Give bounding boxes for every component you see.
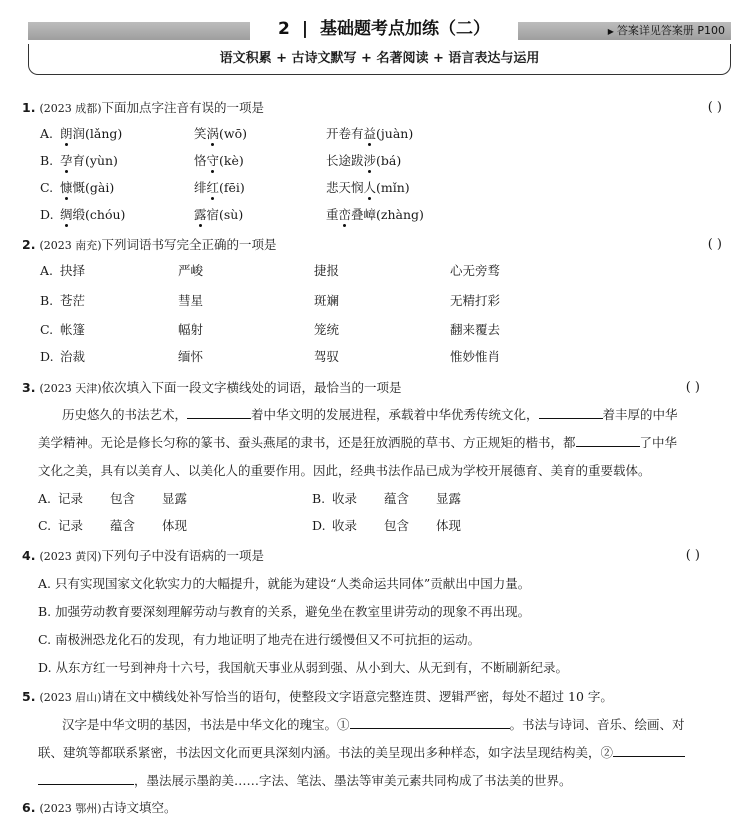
item-text: 宿(sù) — [206, 207, 244, 222]
option-item — [194, 151, 244, 171]
q1-option-a — [40, 124, 720, 144]
question-text: 请在文中横线处补写恰当的语句，使整段文字语意完整连贯、逻辑严密，每处不超过 10 字。 — [101, 689, 613, 704]
item-text: 润 — [72, 126, 86, 141]
option-word: 斑斓 — [314, 293, 340, 308]
option-item — [326, 151, 401, 171]
answer-paren: ( ) — [685, 548, 700, 563]
option-letter: C. — [40, 322, 54, 337]
dotted-char: 益 — [364, 124, 377, 144]
option-letter: B. — [40, 293, 54, 308]
q2-option-a — [40, 261, 720, 281]
option-item — [60, 151, 118, 171]
option-item — [60, 178, 114, 198]
item-pinyin: (mǐn) — [376, 180, 410, 195]
question-source: (2023 黄冈) — [39, 550, 102, 563]
item-text: 悲天悯 — [326, 180, 364, 195]
option-word: 苍茫 — [60, 293, 86, 308]
option-word: 治裁 — [60, 349, 86, 364]
option-item — [326, 178, 410, 198]
option-word: 显露 — [162, 491, 188, 506]
q4-option-c: C. 南极洲恐龙化石的发现，有力地证明了地壳在进行缓慢但又不可抗拒的运动。 — [38, 632, 481, 647]
option-letter: D. — [40, 349, 54, 364]
option-word: 抉择 — [60, 263, 86, 278]
passage-text: 美学精神。无论是修长匀称的篆书、蚕头燕尾的隶书，还是狂放洒脱的草书、方正规矩的楷书，都 — [38, 435, 576, 450]
passage-text: 着中华文明的发展进程，承载着中华优秀传统文化， — [251, 407, 539, 422]
section-number: 2 — [278, 19, 290, 39]
answer-reference-text: 答案详见答案册 P100 — [616, 24, 725, 37]
option-word: 惟妙惟肖 — [450, 349, 501, 364]
triangle-icon: ▶ — [607, 27, 614, 36]
option-word: 显露 — [436, 491, 462, 506]
option-word: 翻来覆去 — [450, 322, 501, 337]
option-word: 彗星 — [178, 293, 204, 308]
section-header — [28, 14, 731, 44]
answer-paren: ( ) — [707, 237, 722, 252]
dotted-char: 涉 — [364, 151, 377, 171]
passage-text: ，墨法展示墨韵美……字法、笔法、墨法等审美元素共同构成了书法美的世界。 — [134, 773, 572, 788]
option-word: 蕴含 — [110, 518, 136, 533]
question-source: (2023 天津) — [39, 382, 102, 395]
passage-text: 联、建筑等都联系紧密，书法因文化而更具深刻内涵。书法的美呈现出多种样态，如字法呈现结构美，② — [38, 745, 614, 760]
option-item — [60, 205, 125, 225]
option-item — [60, 124, 122, 144]
option-letter: D. — [312, 518, 326, 533]
question-source: (2023 南充) — [39, 239, 102, 252]
option-letter: C. — [38, 518, 52, 533]
dotted-char: 慷 — [60, 178, 73, 198]
q3-option-b — [312, 489, 712, 509]
option-item — [326, 124, 413, 144]
answer-paren: ( ) — [707, 100, 722, 115]
question-source: (2023 眉山) — [39, 691, 102, 704]
option-word: 缅怀 — [178, 349, 204, 364]
option-word: 记录 — [58, 518, 84, 533]
fill-blank[interactable] — [576, 433, 640, 447]
q5-passage-line-1 — [62, 715, 685, 735]
question-text: 下列词语书写完全正确的一项是 — [101, 237, 277, 252]
option-word: 幅射 — [178, 322, 204, 337]
item-text: 恪 — [194, 153, 207, 168]
dotted-char: 朗 — [60, 124, 73, 144]
question-5-stem — [22, 687, 722, 707]
item-pinyin: (bá) — [376, 153, 402, 168]
passage-text: 着丰厚的中华 — [602, 407, 678, 422]
q3-passage-line-1 — [62, 405, 678, 425]
option-letter: A. — [40, 263, 54, 278]
q1-option-c — [40, 178, 720, 198]
q2-option-c — [40, 320, 720, 340]
fill-blank[interactable] — [187, 405, 251, 419]
q2-option-d — [40, 347, 720, 367]
q4-option-a: A. 只有实现国家文化软实力的大幅提升，就能为建设“人类命运共同体”贡献出中国力量。 — [38, 576, 531, 591]
q4-option-d: D. 从东方红一号到神舟十六号，我国航天事业从弱到强、从小到大、从无到有，不断刷新纪录。 — [38, 660, 569, 675]
option-word: 收录 — [332, 491, 358, 506]
q5-passage-line-3 — [38, 771, 572, 791]
dotted-char: 峦 — [339, 205, 352, 225]
option-word: 蕴含 — [384, 491, 410, 506]
q3-passage-line-2 — [38, 433, 677, 453]
section-subtitle: 语文积累 + 古诗文默写 + 名著阅读 + 语言表达与运用 — [28, 44, 731, 75]
item-text: 笑 — [194, 126, 207, 141]
item-pinyin: (kè) — [219, 153, 244, 168]
option-word: 体现 — [162, 518, 188, 533]
question-number: 5. — [22, 689, 36, 704]
question-source: (2023 成都) — [39, 102, 102, 115]
item-text: 慨(gài) — [72, 180, 115, 195]
option-item — [326, 205, 424, 225]
item-text: 重 — [326, 207, 339, 222]
fill-blank[interactable] — [539, 405, 603, 419]
dotted-char: 露 — [194, 205, 207, 225]
option-letter: C. — [40, 180, 54, 195]
answer-reference — [608, 22, 725, 40]
passage-text: 了中华 — [639, 435, 678, 450]
question-number: 1. — [22, 100, 36, 115]
question-4-stem — [22, 546, 722, 566]
question-text: 依次填入下面一段文字横线处的词语，最恰当的一项是 — [101, 380, 402, 395]
option-word: 帐篷 — [60, 322, 86, 337]
section-title — [250, 16, 518, 42]
item-text: 绯 — [194, 180, 207, 195]
option-letter: A. — [40, 126, 54, 141]
item-pinyin: (lǎng) — [85, 126, 123, 141]
dotted-char: 红 — [207, 178, 220, 198]
dotted-char: 守 — [207, 151, 220, 171]
option-word: 包含 — [384, 518, 410, 533]
option-item — [194, 178, 245, 198]
q4-option-b: B. 加强劳动教育要深刻理解劳动与教育的关系，避免坐在教室里讲劳动的现象不再出现。 — [38, 604, 531, 619]
option-word: 包含 — [110, 491, 136, 506]
question-3-stem — [22, 378, 722, 398]
question-text: 下面加点字注音有误的一项是 — [101, 100, 265, 115]
question-6-stem — [22, 798, 722, 818]
q3-passage-line-3: 文化之美，具有以美育人、以美化人的重要作用。因此，经典书法作品已成为学校开展德育、美育的重要载体。 — [38, 463, 651, 478]
option-letter: A. — [38, 491, 52, 506]
option-word: 记录 — [58, 491, 84, 506]
section-title-text: 基础题考点加练（二） — [319, 19, 490, 39]
q5-passage-line-2 — [38, 743, 685, 763]
option-word: 严峻 — [178, 263, 204, 278]
item-pinyin: (fēi) — [219, 180, 245, 195]
item-pinyin: (wō) — [219, 126, 248, 141]
fill-blank[interactable] — [38, 771, 134, 785]
q1-option-d — [40, 205, 720, 225]
option-word: 捷报 — [314, 263, 340, 278]
option-item — [194, 205, 243, 225]
item-text: 育(yùn) — [72, 153, 118, 168]
question-number: 6. — [22, 800, 36, 815]
question-source: (2023 鄂州) — [39, 802, 102, 815]
option-word: 无精打彩 — [450, 293, 501, 308]
answer-paren: ( ) — [685, 380, 700, 395]
item-pinyin: 叠嶂(zhàng) — [351, 207, 424, 222]
option-item — [194, 124, 247, 144]
option-letter: B. — [40, 153, 54, 168]
passage-text: 。书法与诗词、音乐、绘画、对 — [509, 717, 685, 732]
q3-option-d — [312, 516, 712, 536]
option-word: 驾驭 — [314, 349, 340, 364]
q1-option-b — [40, 151, 720, 171]
option-letter: D. — [40, 207, 54, 222]
passage-text: 历史悠久的书法艺术， — [62, 407, 188, 422]
option-word: 心无旁骛 — [450, 263, 501, 278]
option-word: 体现 — [436, 518, 462, 533]
question-number: 4. — [22, 548, 36, 563]
item-text: 缎(chóu) — [72, 207, 126, 222]
dotted-char: 涡 — [207, 124, 220, 144]
dotted-char: 绸 — [60, 205, 73, 225]
fill-blank[interactable] — [350, 715, 510, 729]
dotted-char: 人 — [364, 178, 377, 198]
option-letter: B. — [312, 491, 326, 506]
question-number: 2. — [22, 237, 36, 252]
title-separator: | — [301, 19, 309, 39]
question-1-stem — [22, 98, 722, 118]
q2-option-b — [40, 291, 720, 311]
item-pinyin: (juàn) — [376, 126, 414, 141]
option-word: 笼统 — [314, 322, 340, 337]
question-2-stem — [22, 235, 722, 255]
item-text: 开卷有 — [326, 126, 364, 141]
question-text: 下列句子中没有语病的一项是 — [101, 548, 265, 563]
question-text: 古诗文填空。 — [101, 800, 177, 815]
dotted-char: 孕 — [60, 151, 73, 171]
question-number: 3. — [22, 380, 36, 395]
item-text: 长途跋 — [326, 153, 364, 168]
fill-blank[interactable] — [613, 743, 685, 757]
passage-text: 汉字是中华文明的基因，书法是中华文化的瑰宝。① — [62, 717, 350, 732]
option-word: 收录 — [332, 518, 358, 533]
